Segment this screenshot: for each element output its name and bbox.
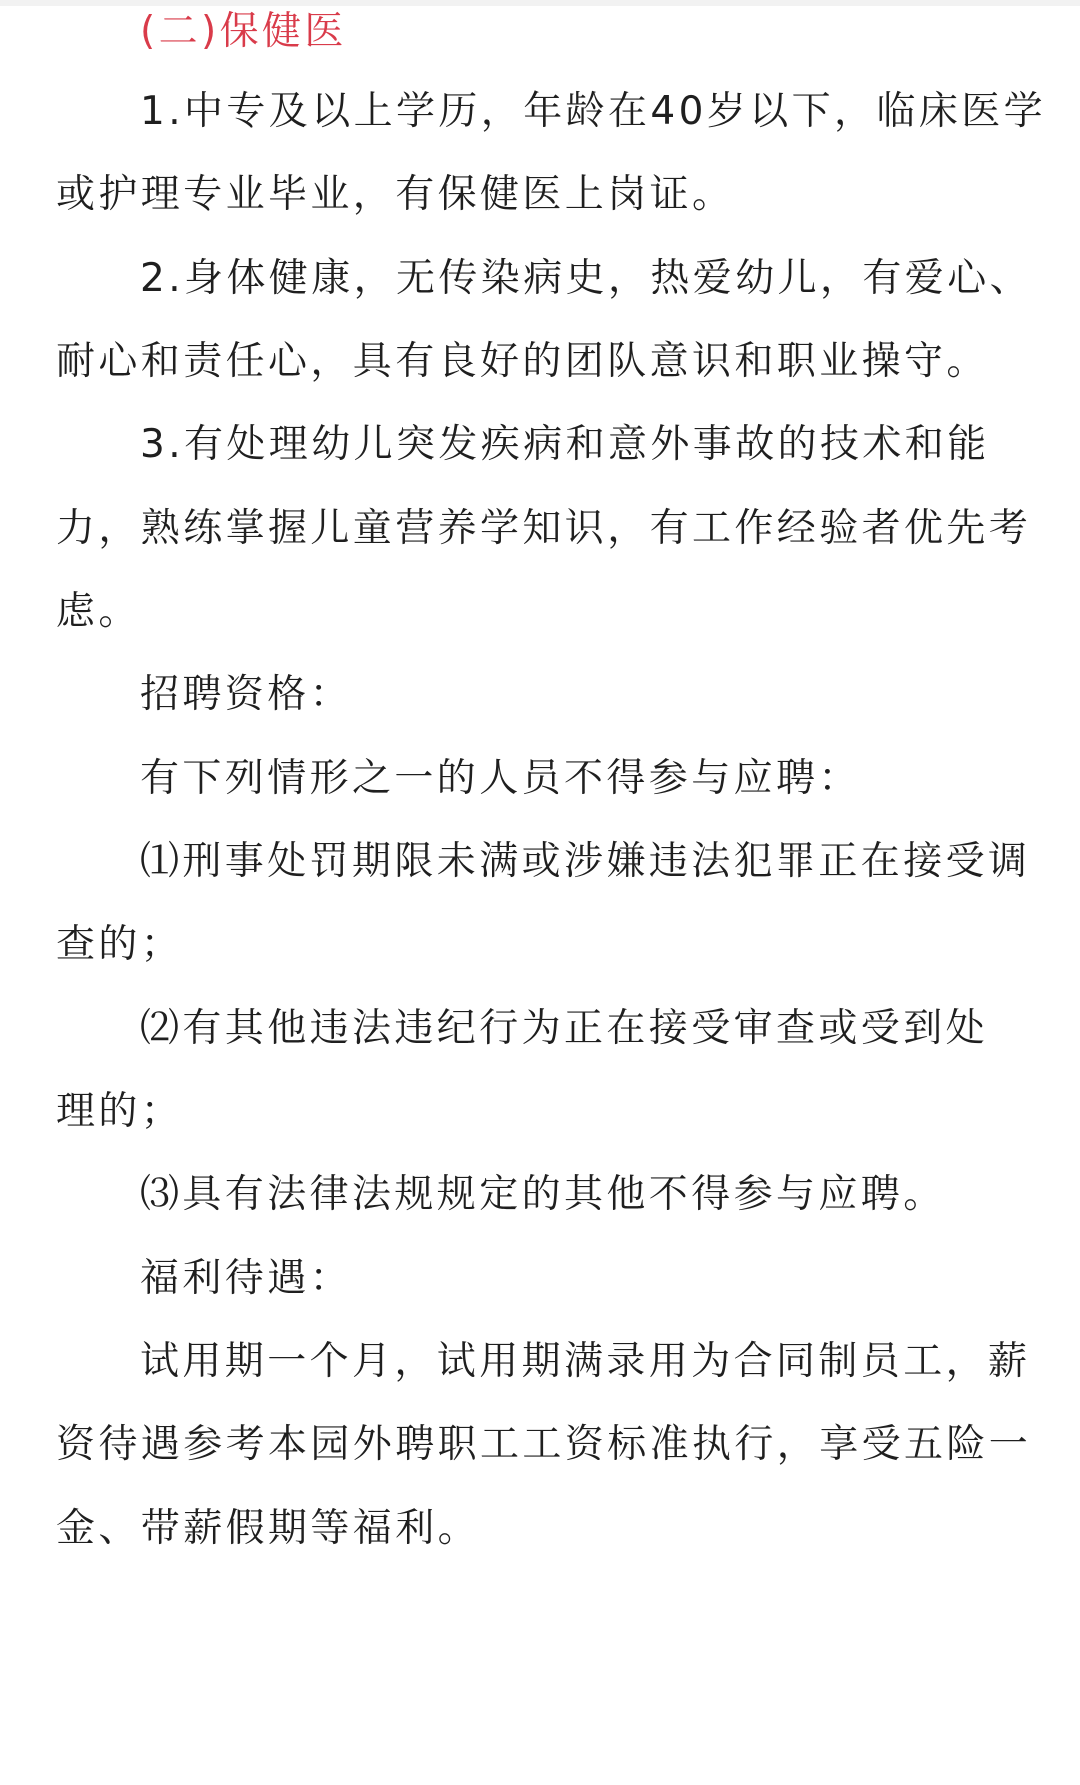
paragraph-line: 力，熟练掌握儿童营养学知识，有工作经验者优先考 [56, 506, 1032, 551]
paragraph-line: 试用期一个月，试用期满录用为合同制员工，薪 [140, 1339, 1031, 1384]
subheading-benefits: 福利待遇： [140, 1256, 353, 1301]
list-item-line: 查的； [56, 922, 184, 967]
list-item-line: ⑴刑事处罚期限未满或涉嫌违法犯罪正在接受调 [140, 839, 1031, 884]
paragraph-line: 耐心和责任心，具有良好的团队意识和职业操守。 [56, 339, 989, 384]
paragraph-line: 或护理专业毕业，有保健医上岗证。 [56, 172, 735, 217]
paragraph-line: 有下列情形之一的人员不得参与应聘： [140, 756, 861, 801]
subheading-qualifications: 招聘资格： [140, 672, 353, 717]
paragraph-line: 金、带薪假期等福利。 [56, 1506, 481, 1551]
list-item-line: ⑶具有法律法规规定的其他不得参与应聘。 [140, 1172, 946, 1217]
paragraph-line: 2.身体健康，无传染病史，热爱幼儿，有爱心、 [140, 256, 1033, 301]
top-divider [0, 0, 1080, 6]
list-item-line: ⑵有其他违法违纪行为正在接受审查或受到处 [140, 1006, 989, 1051]
paragraph-line: 3.有处理幼儿突发疾病和意外事故的技术和能 [140, 422, 990, 467]
section-heading: (二)保健医 [140, 9, 347, 54]
paragraph-line: 虑。 [56, 589, 141, 634]
list-item-line: 理的； [56, 1089, 184, 1134]
paragraph-line: 1.中专及以上学历，年龄在40岁以下，临床医学 [140, 89, 1047, 134]
paragraph-line: 资待遇参考本园外聘职工工资标准执行，享受五险一 [56, 1422, 1032, 1467]
